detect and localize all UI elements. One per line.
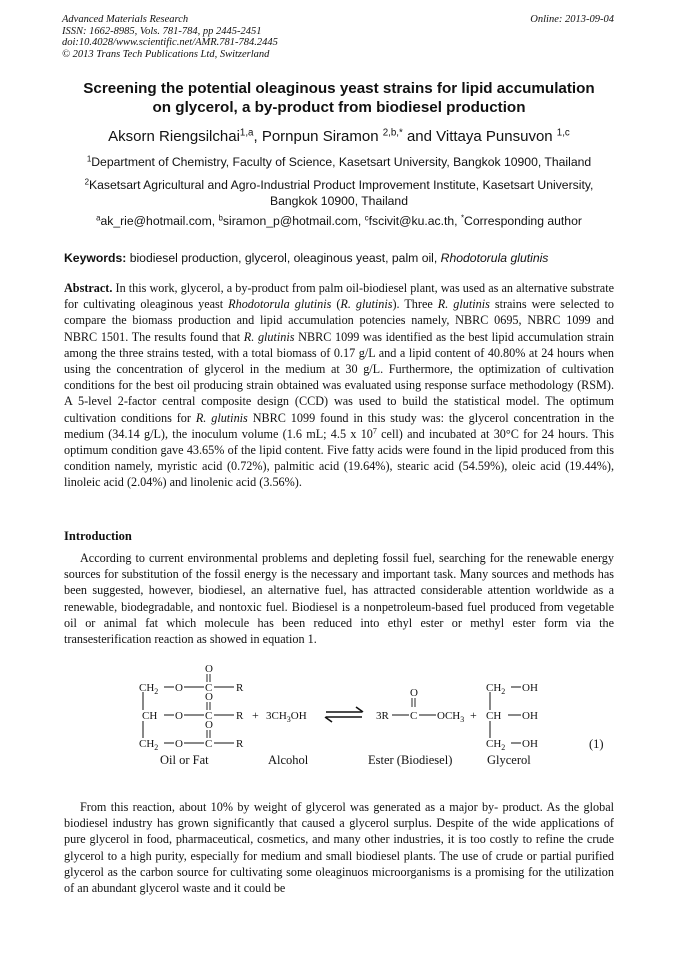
- title-line-1: Screening the potential oleaginous yeast strains for lipid accumulation: [83, 80, 595, 97]
- email-address: fscivit@ku.ac.th,: [368, 214, 461, 228]
- carbon: C: [410, 710, 418, 722]
- label-glycerol: Glycerol: [487, 753, 531, 767]
- label-ester: Ester (Biodiesel): [368, 753, 453, 767]
- corresponding-marker: *: [460, 213, 465, 223]
- species-name: R. glutinis: [340, 297, 393, 312]
- journal-header: [62, 14, 278, 60]
- carbonyl-oxygen: O: [205, 663, 213, 675]
- carbonyl-oxygen: O: [410, 687, 418, 699]
- email-address: siramon_p@hotmail.com,: [222, 214, 365, 228]
- triglyceride-structure: [139, 663, 244, 752]
- ch2-group: $CH_2$: [139, 738, 159, 752]
- equation-number: (1): [589, 737, 604, 751]
- species-name: R. glutinis: [243, 329, 295, 344]
- affiliation-marker: 1: [86, 154, 92, 164]
- plus-sign: +: [252, 708, 259, 722]
- equilibrium-arrow-icon: [325, 707, 363, 722]
- r-group: R: [236, 710, 244, 722]
- label-alcohol: Alcohol: [268, 753, 309, 767]
- abstract-text: In this work, glycerol, a by-product from palm oil-biodiesel plant, was used as an alternative substrate for cultivating oleaginous yeast: [64, 281, 614, 312]
- author-1-affiliation: 1,a: [239, 127, 254, 139]
- keywords: [64, 251, 616, 265]
- hydroxyl: OH: [522, 682, 538, 694]
- author-2-affiliation: 2,b,*: [382, 127, 403, 139]
- author-separator: and: [402, 128, 437, 145]
- issn-line: ISSN: 1662-8985, Vols. 781-784, pp 2445-2451: [62, 25, 262, 37]
- ch-group: CH: [142, 710, 158, 722]
- abstract: [64, 280, 614, 491]
- journal-name: Advanced Materials Research: [62, 14, 189, 25]
- transesterification-equation: [130, 660, 620, 772]
- carbonyl-oxygen: O: [205, 719, 213, 731]
- abstract-text: ). Three: [392, 297, 438, 312]
- doi-line: doi:10.4028/www.scientific.net/AMR.781-784.2445: [62, 37, 278, 48]
- carbon: C: [205, 738, 213, 750]
- email-marker: b: [218, 213, 223, 223]
- hydroxyl: OH: [522, 738, 538, 750]
- author-separator: ,: [253, 128, 262, 145]
- label-oil-or-fat: Oil or Fat: [160, 753, 209, 767]
- methanol-formula: $3CH_3OH$: [266, 710, 307, 724]
- author-1: Aksorn Riengsilchai: [108, 128, 240, 145]
- species-name: R. glutinis: [437, 297, 490, 312]
- title-line-2: on glycerol, a by-product from biodiesel production: [152, 99, 526, 116]
- r-group: 3R: [376, 710, 389, 722]
- carbon: C: [205, 710, 213, 722]
- r-group: R: [236, 682, 244, 694]
- abstract-text: NBRC 1099 was identified as the best lipid accumulation strain among the three strains tested, with a total biomass of 0.17 g/L and a lipid content of 40.80% at 24 hours when using the concentration of glycerol in the medium at 30 g/L. Furthermore, the optimization of cultivation conditions for the best oil producing strain obtained was evaluated using response surface methodology (RSM). A 5-level 2-factor central composite design (CCD) was used to build the statistical model. The optimum cultivation conditions for: [64, 329, 615, 425]
- abstract-text: (: [331, 297, 341, 312]
- ch2-group: $CH_2$: [486, 682, 506, 696]
- methoxy-group: $OCH_3$: [437, 710, 465, 724]
- email-marker: a: [96, 213, 101, 223]
- author-3-affiliation: 1,c: [556, 127, 570, 139]
- abstract-text: cell) and incubated at 30°C for 24 hours. This optimum condition gave 43.65% of the lipid content. Five fatty acids were found in the lipid produced from this condition namely, myristic acid (0.72%), palmitic acid (19.64%), stearic acid (54.59%), oleic acid (19.44%), linoleic acid (2.04%) and linolenic acid (3.56%).: [64, 426, 614, 490]
- copyright-line: © 2013 Trans Tech Publications Ltd, Switzerland: [62, 48, 270, 60]
- abstract-label: Abstract.: [64, 281, 113, 295]
- corresponding-note: Corresponding author: [464, 214, 582, 228]
- author-list: [40, 128, 638, 145]
- oxygen: O: [175, 710, 183, 722]
- author-2: Pornpun Siramon: [261, 128, 383, 145]
- ch-group: CH: [486, 710, 502, 722]
- species-name: R. glutinis: [195, 410, 248, 425]
- section-heading-introduction: Introduction: [64, 529, 132, 543]
- keywords-italic: Rhodotorula glutinis: [440, 251, 549, 265]
- online-date: Online: 2013-09-04: [530, 14, 614, 25]
- plus-sign: +: [470, 708, 477, 722]
- abstract-text: NBRC 1099 found in this study was: the glycerol concentration in the medium (34.14 g/L), the inoculum volume (1.6 mL; 4.5 x 10: [64, 410, 614, 441]
- author-3: Vittaya Punsuvon: [436, 128, 557, 145]
- intro-paragraph-1: According to current environmental problems and depleting fossil fuel, searching for the renewable energy sources for substitution of the fossil energy is the necessary and important task. Many sources and methods has been suggested, however, biodiesel, an alternative fuel, has attracted considerable attention worldwide as a renewable, biodegradable, and nontoxic fuel. Biodiesel is a nonpetroleum-based fuel produced from vegetable oil or animal fat which molecule has been reduced into ethyl ester or methyl ester form via the transesterification reaction as showed in equation 1.: [64, 551, 614, 647]
- email-line: [60, 214, 618, 230]
- r-group: R: [236, 738, 244, 750]
- affiliation-text: Department of Chemistry, Faculty of Science, Kasetsart University, Bangkok 10900, Thailand: [91, 155, 592, 169]
- affiliation-text: Bangkok 10900, Thailand: [269, 193, 408, 208]
- keywords-text: biodiesel production, glycerol, oleaginous yeast, palm oil,: [126, 251, 441, 265]
- hydroxyl: OH: [522, 710, 538, 722]
- paper-title: [40, 79, 638, 117]
- intro-paragraph-2: From this reaction, about 10% by weight of glycerol was generated as a major by- product. As the global biodiesel industry has grown significantly that caused a glycerol surplus. Despite of the wide applications of pure glycerol in food, pharmaceutical, cosmetics, and many other industries, it is too costly to refine the crude glycerol to a high purity, especially for medium and small biodiesel plants. The use of crude or partial purified glycerol as the carbon source for cultivating some oleaginuos microorganisms is a promising for the utilization of an abundant glycerol waste and it could be: [64, 800, 614, 896]
- affiliation-1: [60, 155, 618, 171]
- email-address: ak_rie@hotmail.com,: [100, 214, 219, 228]
- abstract-text: strains were selected to compare the biomass production and lipid accumulation potencies namely, NBRC 0695, NBRC 1099 and NBRC 1501. The results found that: [64, 297, 615, 344]
- keywords-label: Keywords:: [64, 251, 127, 265]
- oxygen: O: [175, 738, 183, 750]
- affiliation-text: Kasetsart Agricultural and Agro-Industrial Product Improvement Institute, Kasetsart University,: [88, 178, 594, 192]
- ester-structure: [376, 687, 464, 724]
- oxygen: O: [175, 682, 183, 694]
- exponent: 7: [372, 426, 377, 436]
- affiliation-marker: 2: [84, 177, 89, 187]
- carbonyl-oxygen: O: [205, 691, 213, 703]
- email-marker: c: [364, 213, 369, 223]
- carbon: C: [205, 682, 213, 694]
- ch2-group: $CH_2$: [139, 682, 159, 696]
- species-name: Rhodotorula glutinis: [228, 297, 332, 312]
- affiliation-2: [60, 178, 618, 209]
- ch2-group: $CH_2$: [486, 738, 506, 752]
- glycerol-structure: [486, 682, 538, 752]
